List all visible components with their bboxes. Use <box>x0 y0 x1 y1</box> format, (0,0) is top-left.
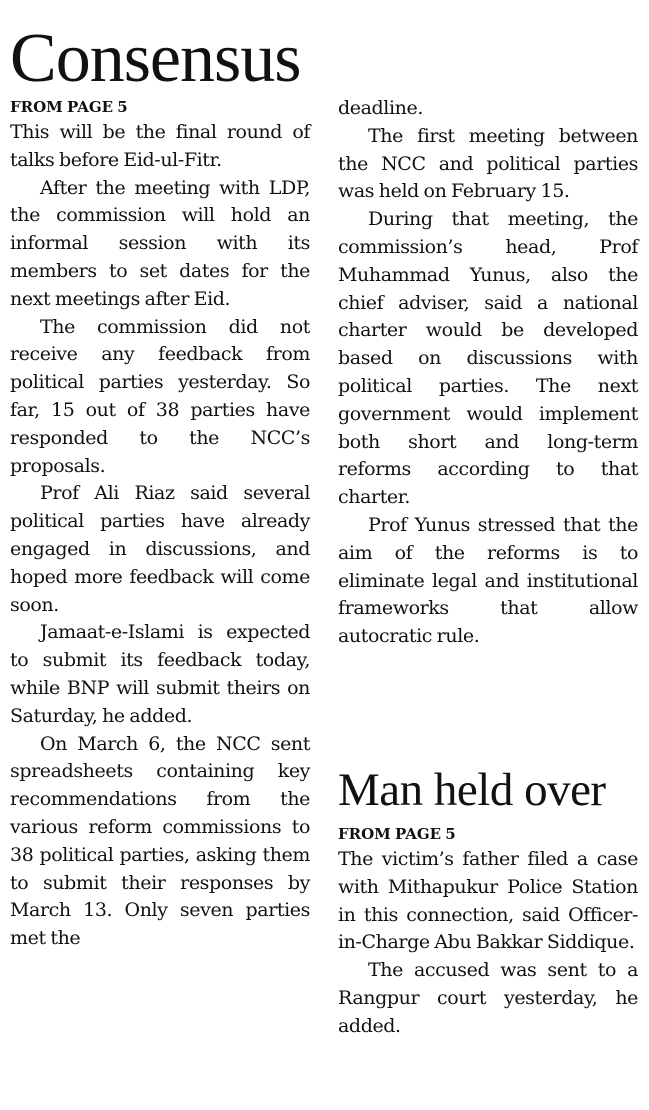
man-held-over-paragraph-2: The accused was sent to a Rangpur court yesterday, he added. <box>338 959 638 1037</box>
consensus-jump-line: FROM PAGE 5 <box>10 98 128 116</box>
consensus-headline: Consensus <box>10 20 301 97</box>
consensus-paragraph-7: The first meeting between the NCC and political parties was held on February 15. <box>338 124 638 203</box>
consensus-paragraph-8: During that meeting, the commission’s head, Prof Muhammad Yunus, also the chief adviser, said a national charter would be developed based on discussions with political parties. The next government would implement both short and long-term reforms according to that charter. <box>338 208 638 509</box>
consensus-paragraph-1: This will be the final round of talks before Eid-ul-Fitr. <box>10 121 310 171</box>
consensus-paragraph-4: Prof Ali Riaz said several political parties have already engaged in discussions, and hoped more feedback will come soon. <box>10 482 310 616</box>
consensus-paragraph-3: The commission did not receive any feedback from political parties yesterday. So far, 15 out of 38 parties have responded to the NCC’s proposals. <box>10 315 310 477</box>
consensus-paragraph-5: Jamaat-e-Islami is expected to submit its feedback today, while BNP will submit theirs on Saturday, he added. <box>10 621 310 727</box>
man-held-over-paragraph-1: The victim’s father filed a case with Mithapukur Police Station in this connection, said Officer-in-Charge Abu Bakkar Siddique. <box>338 848 638 954</box>
man-held-over-column <box>338 822 638 1041</box>
consensus-paragraph-9: Prof Yunus stressed that the aim of the reforms is to eliminate legal and institutional frameworks that allow autocratic rule. <box>338 513 638 648</box>
consensus-right-column <box>338 95 638 651</box>
consensus-paragraph-6: On March 6, the NCC sent spreadsheets containing key recommendations from the various reform commissions to 38 political parties, asking them to submit their responses by March 13. Only seven parties met the <box>10 732 310 950</box>
consensus-left-column <box>10 95 310 953</box>
man-held-over-jump-line: FROM PAGE 5 <box>338 825 456 843</box>
consensus-paragraph-2: After the meeting with LDP, the commission will hold an informal session with its members to set dates for the next meetings after Eid. <box>10 176 310 310</box>
man-held-over-headline: Man held over <box>338 764 606 816</box>
consensus-continuation: deadline. <box>338 97 423 119</box>
